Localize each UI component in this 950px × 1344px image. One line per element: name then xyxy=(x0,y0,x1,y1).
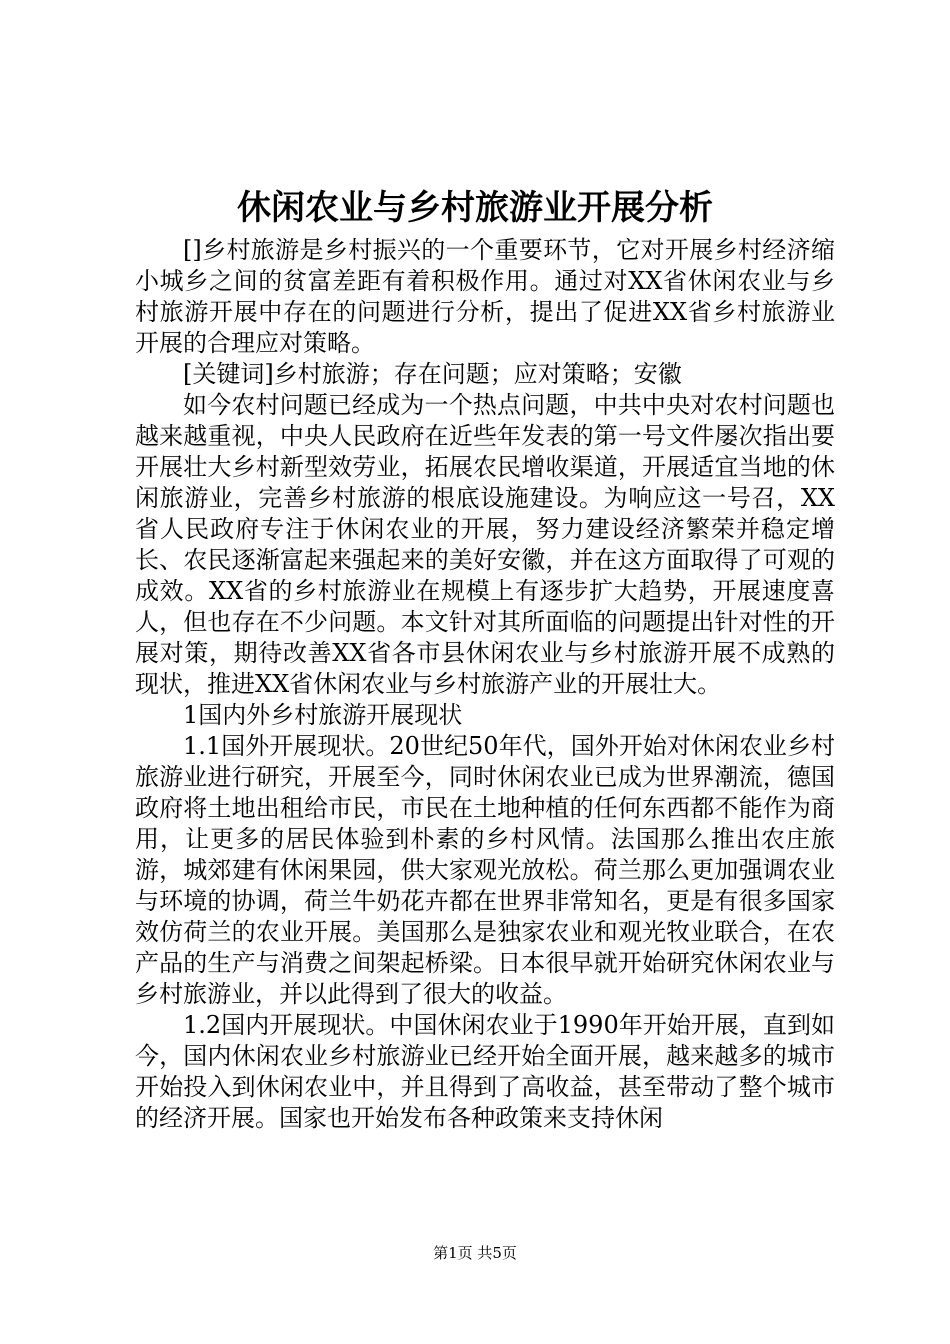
document-body xyxy=(135,235,835,1134)
page-number-footer: 第1页 共5页 xyxy=(433,1244,517,1262)
keywords-paragraph: [关键词]乡村旅游；存在问题；应对策略；安徽 xyxy=(183,360,682,388)
abstract-paragraph: []乡村旅游是乡村振兴的一个重要环节，它对开展乡村经济缩小城乡之间的贫富差距有着积极作用。通过对XX省休闲农业与乡村旅游开展中存在的问题进行分析，提出了促进XX省乡村旅游业开展的合理应对策略。 xyxy=(135,236,835,357)
section-heading: 1国内外乡村旅游开展现状 xyxy=(183,701,463,729)
intro-paragraph: 如今农村问题已经成为一个热点问题，中共中央对农村问题也越来越重视，中央人民政府在近些年发表的第一号文件屡次指出要开展壮大乡村新型效劳业，拓展农民增收渠道，开展适宜当地的休闲旅游业，完善乡村旅游的根底设施建设。为响应这一号召，XX省人民政府专注于休闲农业的开展，努力建设经济繁荣并稳定增长、农民逐渐富起来强起来的美好安徽，并在这方面取得了可观的成效。XX省的乡村旅游业在规模上有逐步扩大趋势，开展速度喜人，但也存在不少问题。本文针对其所面临的问题提出针对性的开展对策，期待改善XX省各市县休闲农业与乡村旅游开展不成熟的现状，推进XX省休闲农业与乡村旅游产业的开展壮大。 xyxy=(135,391,835,698)
subsection-domestic-paragraph: 1.2国内开展现状。中国休闲农业于1990年开始开展，直到如今，国内休闲农业乡村旅游业已经开始全面开展，越来越多的城市开始投入到休闲农业中，并且得到了高收益，甚至带动了整个城市的经济开展。国家也开始发布各种政策来支持休闲 xyxy=(135,1011,835,1132)
document-title: 休闲农业与乡村旅游业开展分析 xyxy=(237,188,713,228)
subsection-foreign-paragraph: 1.1国外开展现状。20世纪50年代，国外开始对休闲农业乡村旅游业进行研究，开展至今，同时休闲农业已成为世界潮流，德国政府将土地出租给市民，市民在土地种植的任何东西都不能作为商用，让更多的居民体验到朴素的乡村风情。法国那么推出农庄旅游，城郊建有休闲果园，供大家观光放松。荷兰那么更加强调农业与环境的协调，荷兰牛奶花卉都在世界非常知名，更是有很多国家效仿荷兰的农业开展。美国那么是独家农业和观光牧业联合，在农产品的生产与消费之间架起桥梁。日本很早就开始研究休闲农业与乡村旅游业，并以此得到了很大的收益。 xyxy=(135,732,835,1008)
